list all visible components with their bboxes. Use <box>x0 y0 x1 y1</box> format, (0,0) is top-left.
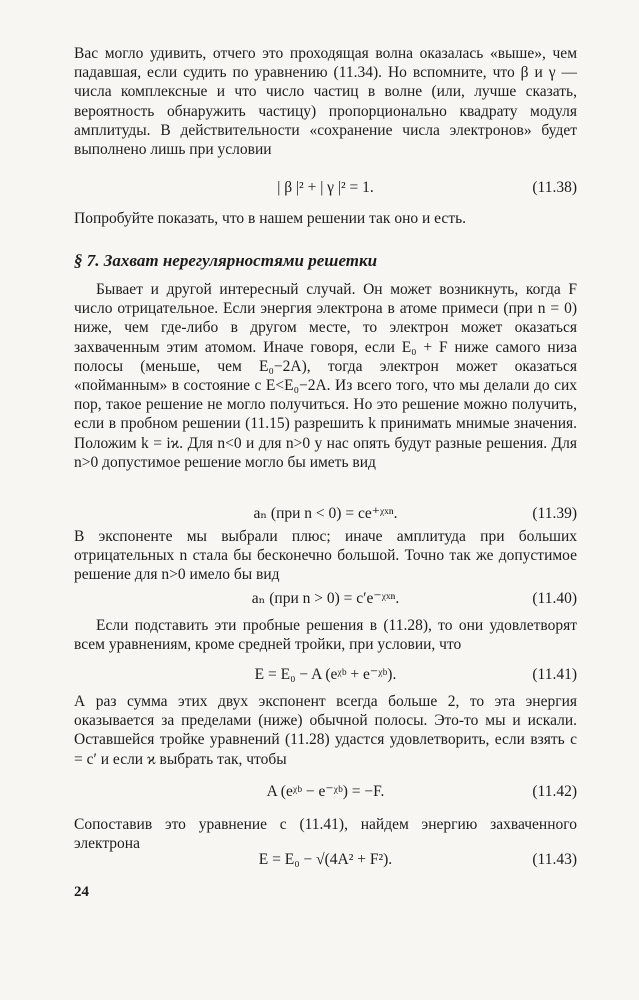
equation-11-38 <box>74 177 577 199</box>
equation-number: (11.42) <box>532 783 577 800</box>
equation-number: (11.38) <box>532 179 577 196</box>
equation-11-42 <box>74 781 577 803</box>
equation-11-43 <box>74 849 577 871</box>
paragraph-exercise: Попробуйте показать, что в нашем решении так оно и есть. <box>74 210 467 227</box>
equation-formula: aₙ (при n > 0) = c′e⁻ᵡˣⁿ. <box>251 590 400 607</box>
equation-formula: | β |² + | γ |² = 1. <box>277 179 374 196</box>
equation-formula: E = E₀ − √(4A² + F²). <box>258 851 393 868</box>
equation-11-40 <box>74 588 577 610</box>
equation-number: (11.41) <box>532 666 577 683</box>
paragraph-comparison: Сопоставив это уравнение с (11.41), найдем энергию захваченного электрона <box>74 816 577 853</box>
paragraph-intro: Вас могло удивить, отчего это проходящая волна оказалась «выше», чем падавшая, если судить по уравнению (11.34). Но вспомните, что β и γ — числа комплексные и что число частиц в волне (или, лучше сказать, вероятность обнаружить частицу) пропорционально квадрату модуля амплитуды. В действительности «сохранение числа электронов» будет выполнено лишь при условии <box>74 45 577 159</box>
equation-number: (11.43) <box>532 851 577 868</box>
equation-number: (11.39) <box>532 505 577 522</box>
equation-number: (11.40) <box>532 590 577 607</box>
section-heading: § 7. Захват нерегулярностями решетки <box>74 251 378 270</box>
equation-formula: A (eᵡᵇ − e⁻ᵡᵇ) = −F. <box>266 783 385 800</box>
equation-formula: E = E₀ − A (eᵡᵇ + e⁻ᵡᵇ). <box>254 666 397 683</box>
paragraph-substitute: Если подставить эти пробные решения в (11.28), то они удовлетворят всем уравнениям, кроме средней тройки, при условии, что <box>74 617 577 654</box>
equation-formula: aₙ (при n < 0) = ce⁺ᵡˣⁿ. <box>253 505 398 522</box>
paragraph-exponent: В экспоненте мы выбрали плюс; иначе амплитуда при больших отрицательных n стала бы бесконечно большой. Точно так же допустимое решение для n>0 имело бы вид <box>74 528 577 584</box>
equation-11-41 <box>74 664 577 686</box>
equation-11-39 <box>74 503 577 525</box>
paragraph-energy-band: А раз сумма этих двух экспонент всегда больше 2, то эта энергия оказывается за пределами (ниже) обычной полосы. Это-то мы и искали. Оставшейся тройке уравнений (11.28) удастся удовлетворить, если взять c = c′ и если ϰ выбрать так, чтобы <box>74 693 577 768</box>
page-number: 24 <box>74 884 89 900</box>
paragraph-trapping: Бывает и другой интересный случай. Он может возникнуть, когда F число отрицательное. Если энергия электрона в атоме примеси (при n = 0) ниже, чем где-либо в другом месте, то электрон может оказаться захваченным этим атомом. Иначе говоря, если E₀ + F ниже самого низа полосы (меньше, чем E₀−2A), тогда электрон может оказаться «пойманным» в состояние с E<E₀−2A. Из всего того, что мы делали до сих пор, такое решение не могло получиться. Но это решение можно получить, если в пробном решении (11.15) разрешить k принимать мнимые значения. Положим k = iϰ. Для n<0 и для n>0 у нас опять будут разные решения. Для n>0 допустимое решение могло бы иметь вид <box>74 281 577 471</box>
